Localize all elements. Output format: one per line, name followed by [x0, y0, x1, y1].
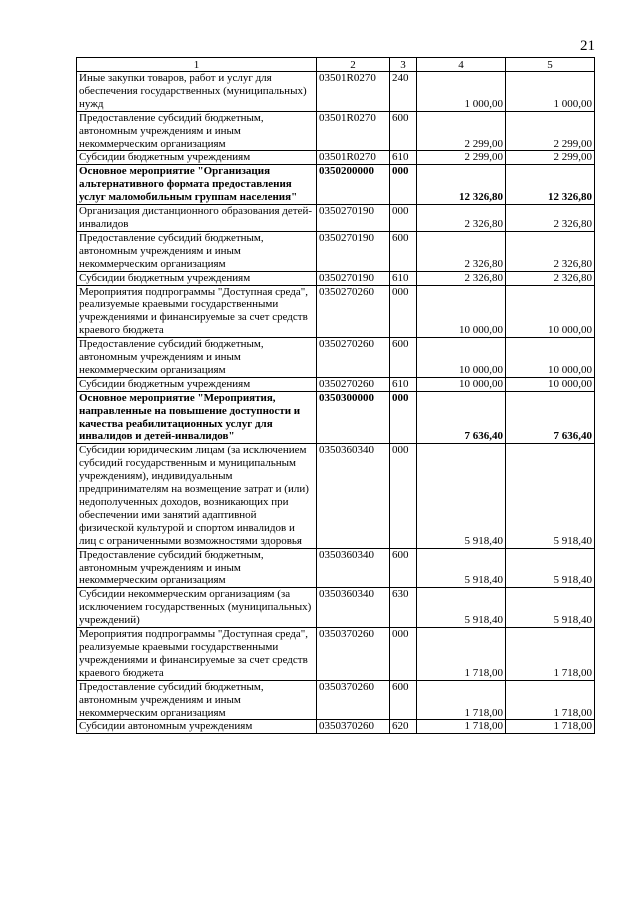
row-kind-cell: 610 [390, 377, 417, 391]
row-amount-2-cell: 2 326,80 [506, 205, 595, 232]
row-name-cell: Предоставление субсидий бюджетным, автономным учреждениям и иным некоммерческим организациям [77, 680, 317, 720]
row-amount-2-cell: 10 000,00 [506, 338, 595, 378]
row-name-cell: Предоставление субсидий бюджетным, автономным учреждениям и иным некоммерческим организациям [77, 231, 317, 271]
row-name-cell: Организация дистанционного образования детей-инвалидов [77, 205, 317, 232]
table-row [77, 444, 595, 548]
table-row [77, 588, 595, 628]
row-code-cell: 0350370260 [317, 628, 390, 681]
table-body [77, 72, 595, 734]
row-kind-cell: 610 [390, 271, 417, 285]
row-code-cell: 0350270190 [317, 231, 390, 271]
row-kind-cell: 000 [390, 391, 417, 444]
row-name-cell: Основное мероприятие "Организация альтернативного формата предоставления услуг маломобильным группам населения" [77, 165, 317, 205]
row-kind-cell: 630 [390, 588, 417, 628]
table-row [77, 338, 595, 378]
row-code-cell: 0350300000 [317, 391, 390, 444]
table-row [77, 680, 595, 720]
row-code-cell: 0350370260 [317, 720, 390, 734]
row-kind-cell: 600 [390, 338, 417, 378]
row-amount-1-cell: 1 718,00 [417, 720, 506, 734]
row-amount-1-cell: 1 718,00 [417, 680, 506, 720]
row-code-cell: 0350270260 [317, 285, 390, 338]
row-code-cell: 0350270190 [317, 205, 390, 232]
table-row [77, 548, 595, 588]
row-kind-cell: 240 [390, 72, 417, 112]
table-row [77, 72, 595, 112]
table-row [77, 377, 595, 391]
row-name-cell: Мероприятия подпрограммы "Доступная среда", реализуемые краевыми государственными учреждениями и финансируемые за счет средств краевого бюджета [77, 628, 317, 681]
table-row [77, 111, 595, 151]
row-code-cell: 0350270190 [317, 271, 390, 285]
row-amount-1-cell: 1 000,00 [417, 72, 506, 112]
row-amount-1-cell: 10 000,00 [417, 285, 506, 338]
row-name-cell: Предоставление субсидий бюджетным, автономным учреждениям и иным некоммерческим организациям [77, 111, 317, 151]
row-code-cell: 0350200000 [317, 165, 390, 205]
row-code-cell: 0350370260 [317, 680, 390, 720]
row-amount-1-cell: 10 000,00 [417, 338, 506, 378]
row-code-cell: 0350360340 [317, 588, 390, 628]
row-name-cell: Субсидии бюджетным учреждениям [77, 271, 317, 285]
row-amount-1-cell: 7 636,40 [417, 391, 506, 444]
table-row [77, 391, 595, 444]
row-amount-2-cell: 1 718,00 [506, 680, 595, 720]
row-amount-1-cell: 2 299,00 [417, 151, 506, 165]
table-row [77, 271, 595, 285]
row-kind-cell: 000 [390, 165, 417, 205]
row-kind-cell: 600 [390, 231, 417, 271]
row-kind-cell: 000 [390, 444, 417, 548]
row-amount-1-cell: 1 718,00 [417, 628, 506, 681]
row-amount-2-cell: 1 718,00 [506, 720, 595, 734]
row-name-cell: Иные закупки товаров, работ и услуг для обеспечения государственных (муниципальных) нужд [77, 72, 317, 112]
row-name-cell: Субсидии бюджетным учреждениям [77, 151, 317, 165]
row-name-cell: Предоставление субсидий бюджетным, автономным учреждениям и иным некоммерческим организациям [77, 338, 317, 378]
row-name-cell: Предоставление субсидий бюджетным, автономным учреждениям и иным некоммерческим организациям [77, 548, 317, 588]
table-row [77, 628, 595, 681]
row-amount-1-cell: 5 918,40 [417, 548, 506, 588]
row-amount-1-cell: 2 299,00 [417, 111, 506, 151]
column-header-code: 2 [317, 58, 390, 72]
row-name-cell: Мероприятия подпрограммы "Доступная среда", реализуемые краевыми государственными учреждениями и финансируемые за счет средств краевого бюджета [77, 285, 317, 338]
column-header-name: 1 [77, 58, 317, 72]
column-header-amount-1: 4 [417, 58, 506, 72]
row-kind-cell: 000 [390, 628, 417, 681]
row-code-cell: 0350270260 [317, 338, 390, 378]
page-number: 21 [580, 38, 595, 54]
column-header-amount-2: 5 [506, 58, 595, 72]
row-amount-2-cell: 5 918,40 [506, 444, 595, 548]
row-name-cell: Основное мероприятие "Мероприятия, направленные на повышение доступности и качества реабилитационных услуг для инвалидов и детей-инвалидов" [77, 391, 317, 444]
row-amount-2-cell: 1 718,00 [506, 628, 595, 681]
row-kind-cell: 600 [390, 111, 417, 151]
row-amount-1-cell: 5 918,40 [417, 444, 506, 548]
row-code-cell: 03501R0270 [317, 72, 390, 112]
row-amount-2-cell: 1 000,00 [506, 72, 595, 112]
row-code-cell: 03501R0270 [317, 111, 390, 151]
table-row [77, 231, 595, 271]
row-code-cell: 0350360340 [317, 444, 390, 548]
row-amount-1-cell: 5 918,40 [417, 588, 506, 628]
row-kind-cell: 600 [390, 680, 417, 720]
row-amount-2-cell: 2 299,00 [506, 151, 595, 165]
budget-table [76, 57, 595, 734]
row-amount-1-cell: 12 326,80 [417, 165, 506, 205]
row-amount-2-cell: 2 299,00 [506, 111, 595, 151]
row-code-cell: 03501R0270 [317, 151, 390, 165]
table-row [77, 151, 595, 165]
row-kind-cell: 000 [390, 205, 417, 232]
row-amount-1-cell: 2 326,80 [417, 271, 506, 285]
row-name-cell: Субсидии бюджетным учреждениям [77, 377, 317, 391]
table-row [77, 285, 595, 338]
row-kind-cell: 620 [390, 720, 417, 734]
row-amount-2-cell: 12 326,80 [506, 165, 595, 205]
row-name-cell: Субсидии автономным учреждениям [77, 720, 317, 734]
row-amount-2-cell: 10 000,00 [506, 377, 595, 391]
row-amount-1-cell: 10 000,00 [417, 377, 506, 391]
row-amount-2-cell: 5 918,40 [506, 548, 595, 588]
row-amount-1-cell: 2 326,80 [417, 231, 506, 271]
table-row [77, 720, 595, 734]
row-code-cell: 0350360340 [317, 548, 390, 588]
table-row [77, 165, 595, 205]
row-kind-cell: 600 [390, 548, 417, 588]
row-name-cell: Субсидии юридическим лицам (за исключением субсидий государственным и муниципальным учреждениям), индивидуальным предпринимателям на возмещение затрат и (или) недополученных доходов, возникающих при обеспечении ими занятий адаптивной физической культурой и спортом инвалидов и лиц с ограниченными возможностями здоровья [77, 444, 317, 548]
row-amount-1-cell: 2 326,80 [417, 205, 506, 232]
table-row [77, 205, 595, 232]
row-amount-2-cell: 2 326,80 [506, 231, 595, 271]
row-code-cell: 0350270260 [317, 377, 390, 391]
row-amount-2-cell: 5 918,40 [506, 588, 595, 628]
row-kind-cell: 610 [390, 151, 417, 165]
column-header-kind: 3 [390, 58, 417, 72]
row-name-cell: Субсидии некоммерческим организациям (за исключением государственных (муниципальных) учреждений) [77, 588, 317, 628]
row-amount-2-cell: 10 000,00 [506, 285, 595, 338]
row-amount-2-cell: 7 636,40 [506, 391, 595, 444]
row-amount-2-cell: 2 326,80 [506, 271, 595, 285]
row-kind-cell: 000 [390, 285, 417, 338]
table-header-row [77, 58, 595, 72]
